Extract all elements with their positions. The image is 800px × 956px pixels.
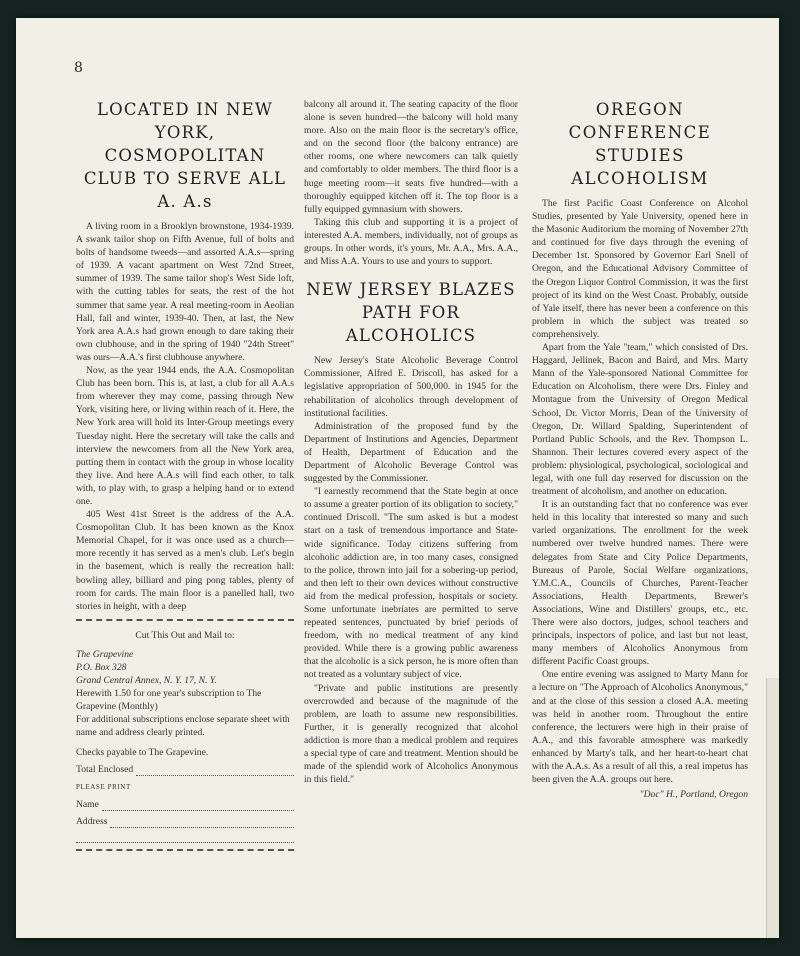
checks-payable-note: Checks payable to The Grapevine. [76,746,209,758]
article-paragraph: 405 West 41st Street is the address of the A.A. Cosmopolitan Club. It has been known as the Knox Memorial Chapel, for it was once used as a church—more recently it has served as a men's club. Let's begin in the basement, which is really the recreation hall: bowling alley, billiard and ping pong tables, plenty of room for cards. The main floor is a panelled hall, two stories in height, with a deep [76,509,294,612]
name-blank[interactable] [102,800,294,811]
article-paragraph: Taking this club and supporting it is a project of interested A.A. members, individually, not of groups as groups. In other words, it's yours, Mr. A.A., Mrs. A.A., and Miss A.A. Yours to use and yours to support. [304,216,518,268]
article-paragraph: A living room in a Brooklyn brownstone, 1934-1939. A swank tailor shop on Fifth Avenue, full of bolts and bolts of handsome tweeds—and assorted A.A.s—spring of 1939. A vacant apartment on West 72nd Street, summer of 1939. The same tailor shop's West Side loft, with the cutting tables for seats, the rest of the hot summer that same year. A real meeting-room in Aeolian Hall, fall and winter, 1939-40. Then, at last, the New York area A.A.s had grown enough to dare taking their own clubhouse, and in the spring of 1940 "24th Street" was ours—A.A.'s first clubhouse anywhere. [76,221,294,363]
new-jersey-headline: NEW JERSEY BLAZES PATH FOR ALCOHOLICS [306,280,516,346]
article-paragraph: Administration of the proposed fund by the Department of Institutions and Agencies, Department of Health, Department of Education and the Department of Alcoholic Beverage Control was suggested by the Commissioner. [304,420,518,485]
additional-subscriptions-note: For additional subscriptions enclose separate sheet with name and address clearly printed. [76,714,290,739]
subscription-text: Herewith 1.50 for one year's subscription to The Grapevine (Monthly) [76,688,262,713]
mailing-address-line: P.O. Box 328 [76,662,127,673]
middle-column [304,98,518,786]
article-paragraph: New Jersey's State Alcoholic Beverage Control Commissioner, Alfred E. Driscoll, has asked for a legislative appropriation of 500,000. in 1945 for the rehabilitation of alcoholics through development of institutional facilities. [304,355,518,419]
name-field[interactable] [76,798,294,811]
oregon-conference-headline: OREGON CONFERENCE STUDIES ALCOHOLISM [568,100,712,188]
total-enclosed-blank[interactable] [136,765,294,776]
subscription-coupon [76,619,294,851]
page-number: 8 [74,60,83,76]
address-blank[interactable] [110,817,294,828]
article-paragraph: Apart from the Yale "team," which consisted of Drs. Haggard, Jellinek, Bacon and Baird, and Mrs. Marty Mann of the Yale-sponsored National Committee for Education on Alcoholism, there were Drs. Finley and Montague from the University of Oregon Medical School, Dr. Victor Morris, Dean of the University of Oregon, Dr. Willard Spalding, Superintendent of Portland Public Schools, and the Rev. Thompson L. Shannon. Their lectures covered every aspect of the problem: physiological, psychological, sociological and legal, with one full day reserved for discussion on the treatment of alcoholism, and another on education. [532,342,748,498]
page-tear-edge [766,678,779,938]
please-print-label: PLEASE PRINT [76,782,131,791]
article-paragraph: "I earnestly recommend that the State begin at once to assume a greater portion of its obligation to society," continued Driscoll. "The sum asked is but a modest start on a task of tremendous importance and State-wide significance. Today citizens suffering from alcoholic addiction are, in too many cases, consigned to the police, thrown into jail for a sobering-up period, and then left to their own devices without constructive aid from the medical profession, hospitals or society. Some unfortunate inebriates are permitted to serve repeated sentences, punctuated by brief periods of freedom, with no medical treatment of any kind provided. While there is a growing public awareness that the alcoholic is a sick person, he is more often than not treated as a voluntary subject of vice. [304,486,518,681]
total-enclosed-label: Total Enclosed [76,763,134,775]
coupon-heading: Cut This Out and Mail to: [135,629,235,641]
left-column [76,98,294,851]
cosmopolitan-club-headline: LOCATED IN NEW YORK, COSMOPOLITAN CLUB TO SERVE ALL A. A.s [83,100,287,211]
mailing-address-line: The Grapevine [76,648,134,660]
article-byline: "Doc" H., Portland, Oregon [639,789,748,801]
article-paragraph: It is an outstanding fact that no conference was ever held in this locality that interested so many and such varied organizations. The enrollment for the week numbered over twelve hundred names. There were delegates from State and City Police Departments, Bureaus of Parole, Social Welfare organizations, Y.M.C.A., Councils of Churches, Parent-Teacher Associations, Health Departments, Brewer's Associations, Wine and Distillers' groups, etc., etc. There were also doctors, judges, school teachers and principals, inspectors of police, and last but not least, many members of Alcoholics Anonymous from different Pacific Coast groups. [532,499,748,668]
name-label: Name [76,798,99,810]
total-enclosed-field[interactable] [76,763,294,776]
article-paragraph: balcony all around it. The seating capacity of the floor alone is seven hundred—the balcony will hold many more. Also on the main floor is the secretary's office, and on the second floor (the balcony entrance) are other rooms, one where newcomers can talk quietly and comfortably to older members. The third floor is a huge meeting room—it seats five hundred—with a thoroughly equipped kitchen off it. The top floor is a fully equipped gymnasium with showers. [304,99,518,215]
article-paragraph: One entire evening was assigned to Marty Mann for a lecture on "The Approach of Alcoholics Anonymous," and at the close of this session a closed A.A. meeting was held in another room. Throughout the entire conference, the lecturers were high in their praise of A.A., and this favorable atmosphere was markedly enhanced by Marty's talk, and her heart-to-heart chat with the A.A.s. As a result of all this, a real impetus has been given the A.A. groups out here. [532,669,748,786]
address-field[interactable] [76,815,294,828]
article-paragraph: "Private and public institutions are presently overcrowded and because of the magnitude of the problem, are loath to assume new responsibilities. Further, it is generally recognized that alcohol addiction is more than a medical problem and requires a special type of care and treatment. Mention should be made of the splendid work of Alcoholics Anonymous in this field." [304,682,518,786]
right-column [532,98,748,801]
article-paragraph: The first Pacific Coast Conference on Alcohol Studies, presented by Yale University, opened here in the Masonic Auditorium the morning of November 27th and continued for five days through the evening of December 1st. Sponsored by Governor Earl Snell of Oregon, and the Educational Advisory Committee of the Oregon Liquor Control Commission, it was the first project of its kind on the West Coast. Probably, outside of Yale itself, there has never been a conference on this problem in which the subject was treated so comprehensively. [532,198,748,340]
address-extra-blank[interactable] [76,830,294,843]
article-paragraph: Now, as the year 1944 ends, the A.A. Cosmopolitan Club has been born. This is, at last, a club for all A.A.s from wherever they may come, passing through New York, visiting here, or living within reach of it. Here, the New York area will hold its Inter-Group meetings every Tuesday night. Here the secretary will take the calls and interview the newcomers from all the New York area, putting them in contact with the group in whose locality they live. And here A.A.s will find each other, to talk with, to play with, to grasp a helping hand or to extend one. [76,365,294,507]
mailing-address-line: Grand Central Annex, N. Y. 17, N. Y. [76,675,217,687]
magazine-page [16,18,779,938]
address-label: Address [76,815,108,827]
